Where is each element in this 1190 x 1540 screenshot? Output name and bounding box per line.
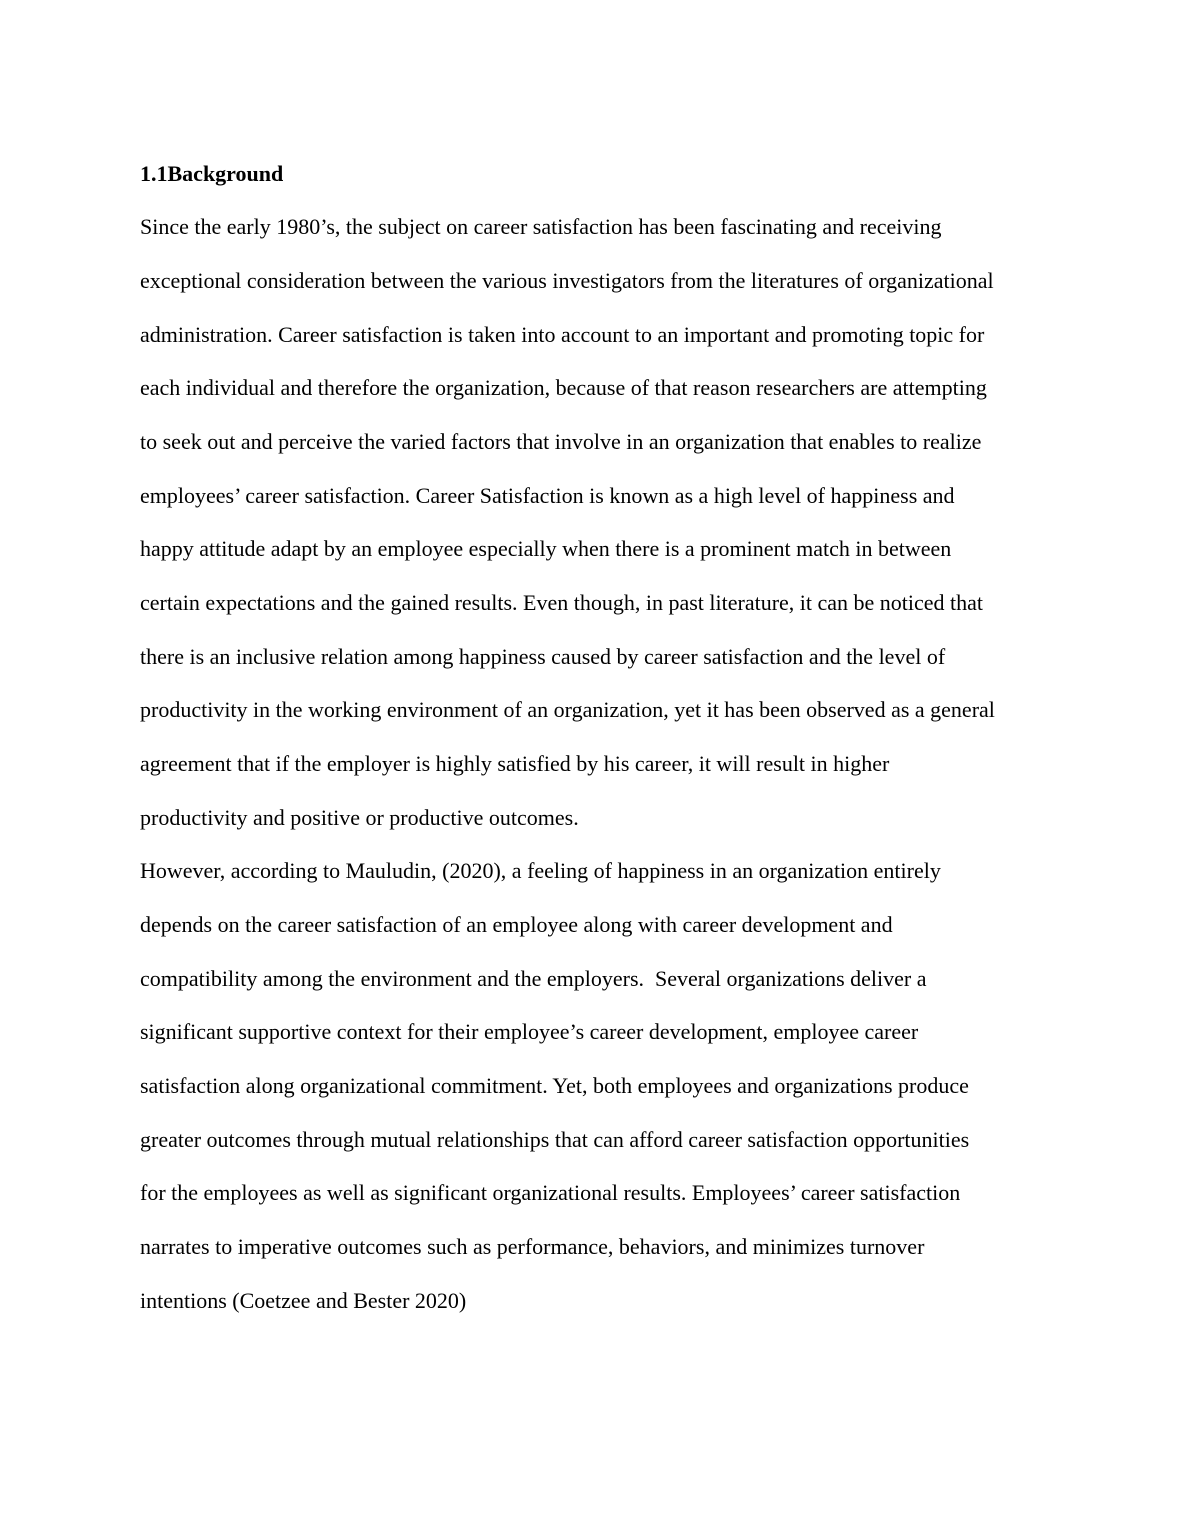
paragraph-2-line: compatibility among the environment and the employers. Several organizations deliver a	[140, 966, 927, 991]
paragraph-2-line: greater outcomes through mutual relationships that can afford career satisfaction opportunities	[140, 1127, 970, 1152]
paragraph-1-line: employees’ career satisfaction. Career Satisfaction is known as a high level of happiness and	[140, 483, 955, 508]
paragraph-2-line: However, according to Mauludin, (2020), a feeling of happiness in an organization entirely	[140, 858, 941, 883]
paragraph-1-line: each individual and therefore the organization, because of that reason researchers are attempting	[140, 375, 987, 400]
section-heading: 1.1Background	[140, 161, 284, 186]
paragraph-2-line: intentions (Coetzee and Bester 2020)	[140, 1288, 467, 1313]
paragraph-2-line: satisfaction along organizational commitment. Yet, both employees and organizations produce	[140, 1073, 969, 1098]
paragraph-2-line: depends on the career satisfaction of an employee along with career development and	[140, 912, 893, 937]
paragraph-1-line: there is an inclusive relation among happiness caused by career satisfaction and the level of	[140, 644, 946, 669]
paragraph-1-line: productivity in the working environment of an organization, yet it has been observed as a general	[140, 697, 995, 722]
paragraph-1-line: certain expectations and the gained results. Even though, in past literature, it can be noticed that	[140, 590, 984, 615]
paragraph-2-line: for the employees as well as significant organizational results. Employees’ career satisfaction	[140, 1180, 961, 1205]
paragraph-2-line: narrates to imperative outcomes such as performance, behaviors, and minimizes turnover	[140, 1234, 925, 1259]
paragraph-1-line: administration. Career satisfaction is taken into account to an important and promoting topic for	[140, 322, 985, 347]
paragraph-1-line: exceptional consideration between the various investigators from the literatures of organizational	[140, 268, 994, 293]
paragraph-2-line: significant supportive context for their employee’s career development, employee career	[140, 1019, 919, 1044]
paragraph-1-line: Since the early 1980’s, the subject on career satisfaction has been fascinating and receiving	[140, 214, 942, 239]
paragraph-1-line: agreement that if the employer is highly satisfied by his career, it will result in higher	[140, 751, 890, 776]
paragraph-1-line: happy attitude adapt by an employee especially when there is a prominent match in between	[140, 536, 952, 561]
paragraph-1-line: productivity and positive or productive outcomes.	[140, 805, 579, 830]
paragraph-1-line: to seek out and perceive the varied factors that involve in an organization that enables to realize	[140, 429, 982, 454]
